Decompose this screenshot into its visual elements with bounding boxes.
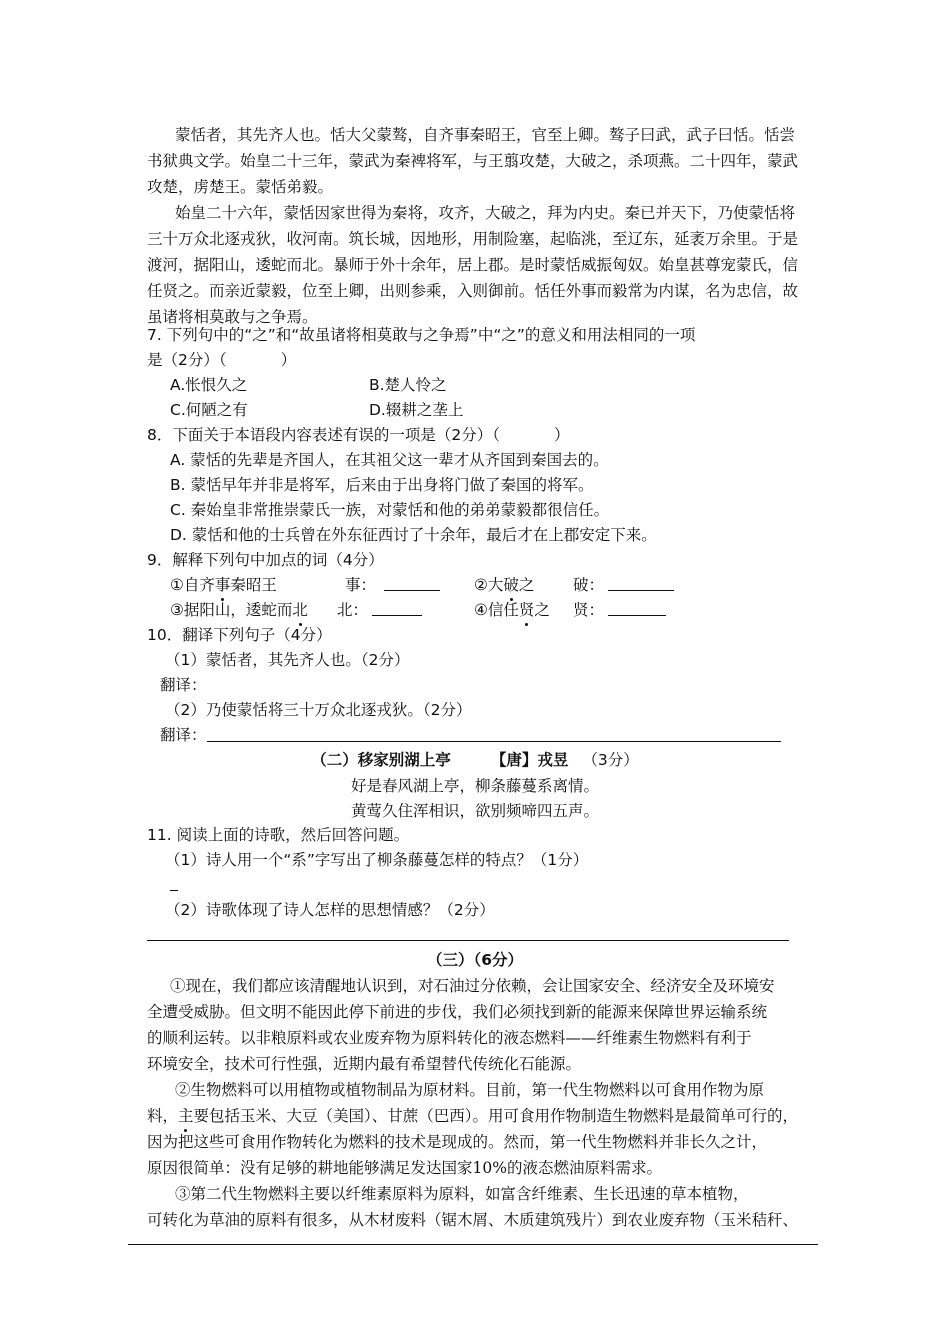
section3-line-4: 环境安全，技术可行性强，近期内最有希望替代传统化石能源。 [147,1055,582,1073]
q8-option-d: D. 蒙恬和他的士兵曾在外东征西讨了十余年，最后才在上郡安定下来。 [170,526,657,544]
q10-answer-line[interactable] [207,741,781,742]
q8-option-a: A. 蒙恬的先辈是齐国人，在其祖父这一辈才从齐国到秦国去的。 [170,451,609,469]
poem-heading: （二）移家别湖上亭 【唐】戎昱 （3分） [311,751,639,769]
q9-item-2-blank[interactable] [608,574,674,591]
q9-item-4: ④信任贤之 [474,601,550,619]
section3-line-5: ②生物燃料可以用植物或植物制品为原材料。目前，第一代生物燃料以可食用作物为原 [175,1081,765,1099]
q8-option-c: C. 秦始皇非常推崇蒙氏一族，对蒙恬和他的弟弟蒙毅都很信任。 [170,501,610,519]
q9-stem: 9．解释下列句中加点的词（4分） [147,551,384,569]
q10-stem: 10．翻译下列句子（4分） [147,626,332,644]
q7-option-c: C.何陋之有 [170,401,248,419]
q11-stem: 11. 阅读上面的诗歌，然后回答问题。 [147,826,410,844]
q9-item-1-label: 事： [345,576,377,594]
section3-line-9: ③第二代生物燃料主要以纤维素原料为原料，如富含纤维素、生长迅速的草本植物， [175,1185,749,1203]
section3-heading: （三）（6分） [426,951,524,969]
q9-item-2: ②大破之 [474,576,535,594]
q7-stem-2: 是（2分）（ ） [147,351,297,369]
q11-sub-2: （2）诗歌体现了诗人怎样的思想情感？（2分） [165,901,495,919]
q9-item-2-label: 破： [573,576,605,594]
passage-line-2: 书狱典文学。始皇二十三年，蒙武为秦裨将军，与王翦攻楚，大破之，杀项燕。二十四年，蒙武 [147,152,799,170]
passage-line-3: 攻楚，虏楚王。蒙恬弟毅。 [147,178,334,196]
q9-item-1-blank[interactable] [384,574,440,591]
q7-option-d: D.辍耕之垄上 [369,401,464,419]
passage-line-8: 虽诸将相莫敢与之争焉。 [147,308,318,326]
q9-item-3-blank[interactable] [372,599,422,616]
q9-item-1: ①自齐事秦昭王 [170,576,277,594]
poem-line-1: 好是春风湖上亭，柳条藤蔓系离情。 [350,777,599,795]
q7-option-a: A.怅恨久之 [170,376,248,394]
q11-sub-1: （1）诗人用一个“系”字写出了柳条藤蔓怎样的特点？（1分） [165,851,589,869]
q10-sentence-1: （1）蒙恬者，其先齐人也。（2分） [165,651,410,669]
passage-line-4: 始皇二十六年，蒙恬因家世得为秦将，攻齐，大破之，拜为内史。秦已并天下，乃使蒙恬将 [175,204,796,222]
q11-answer-line-1[interactable] [170,890,178,891]
section3-line-2: 全遭受威胁。但文明不能因此停下前进的步伐，我们必须找到新的能源来保障世界运输系统 [147,1003,768,1021]
page-bottom-rule [128,1244,818,1245]
passage-line-1: 蒙恬者，其先齐人也。恬大父蒙骜，自齐事秦昭王，官至上卿。骜子曰武，武子曰恬。恬尝 [175,126,796,144]
section3-line-1: ①现在，我们都应该清醒地认识到，对石油过分依赖，会让国家安全、经济安全及环境安 [170,977,775,995]
q9-item-4-label: 贤： [573,601,605,619]
section3-line-8: 原因很简单：没有足够的耕地能够满足发达国家10%的液态燃油原料需求。 [147,1159,662,1177]
poem-line-2: 黄莺久住浑相识，欲别频啼四五声。 [350,802,599,820]
section3-line-6: 料，主要包括玉米、大豆（美国）、甘蔗（巴西）。用可食用作物制造生物燃料是最简单可行的， [147,1107,799,1125]
passage-line-5: 三十万众北逐戎狄，收河南。筑长城，因地形，用制险塞，起临洮，至辽东，延袤万余里。于是 [147,230,799,248]
q9-item-3: ③据阳山，逶蛇而北 [170,601,308,619]
q11-answer-line-2[interactable] [147,940,789,941]
section3-line-10: 可转化为草油的原料有很多，从木材废料（锯木屑、木质建筑残片）到农业废弃物（玉米秸秆、 [147,1211,799,1229]
q10-sentence-2: （2）乃使蒙恬将三十万众北逐戎狄。（2分） [165,701,472,719]
passage-line-6: 渡河，据阳山，逶蛇而北。暴师于外十余年，居上郡。是时蒙恬威振匈奴。始皇甚尊宠蒙氏，信 [147,256,799,274]
q10-translate-label-1: 翻译： [160,676,207,694]
section3-line-3: 的顺利运转。以非粮原料或农业废弃物为原料转化的液态燃料——纤维素生物燃料有利于 [147,1029,752,1047]
passage-line-7: 任贤之。而亲近蒙毅，位至上卿，出则参乘，入则御前。恬任外事而毅常为内谋，名为忠信，故 [147,282,799,300]
q8-stem: 8．下面关于本语段内容表述有误的一项是（2分）（ ） [147,426,570,444]
q7-option-b: B.楚人怜之 [369,376,447,394]
q7-stem-1: 7. 下列句中的“之”和“故虽诸将相莫敢与之争焉”中“之”的意义和用法相同的一项 [147,326,696,344]
q9-item-4-blank[interactable] [608,599,666,616]
q9-item-3-label: 北： [337,601,369,619]
q10-translate-label-2: 翻译： [160,726,207,744]
section3-line-7: 因为把这些可食用作物转化为燃料的技术是现成的。然而，第一代生物燃料并非长久之计， [147,1133,768,1151]
q8-option-b: B. 蒙恬早年并非是将军，后来由于出身将门做了秦国的将军。 [170,476,594,494]
